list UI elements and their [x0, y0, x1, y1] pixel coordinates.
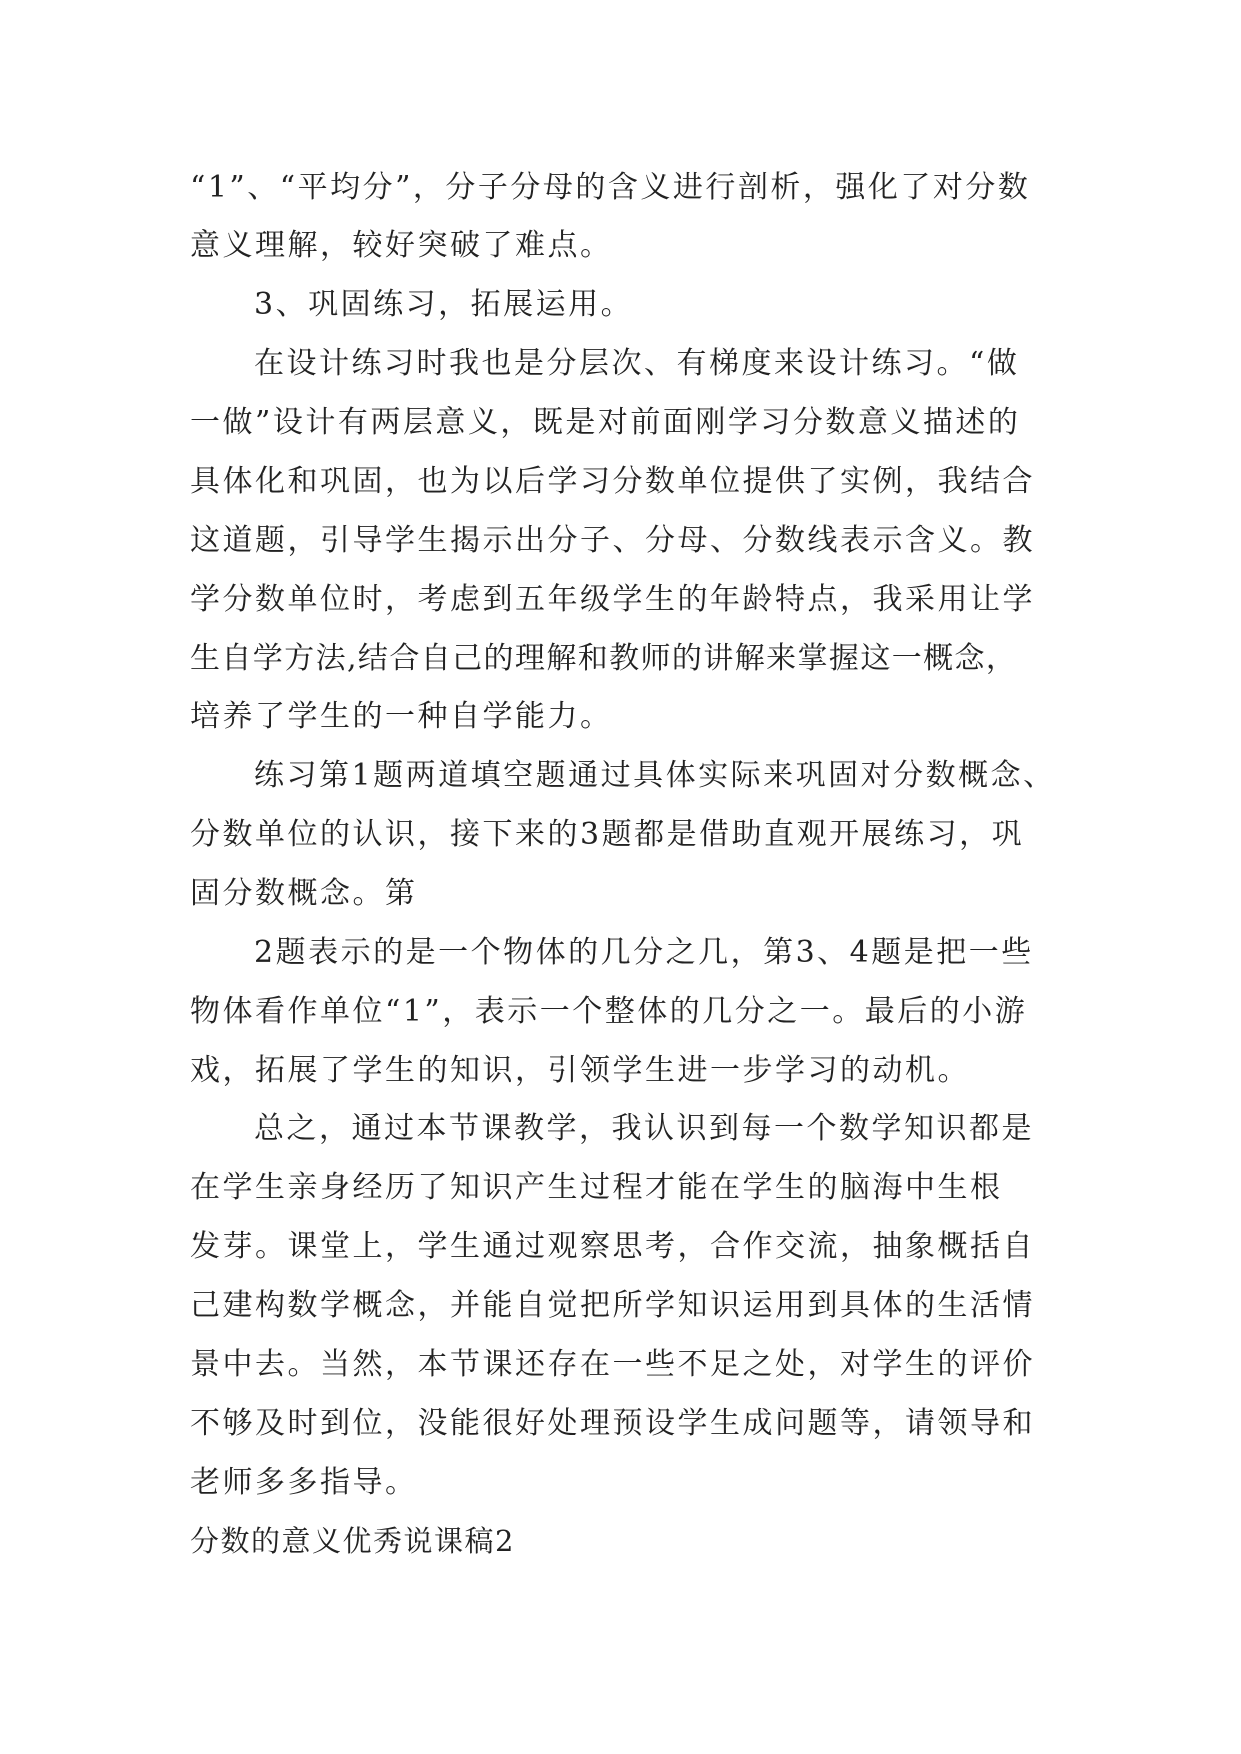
text-line: 生自学方法,结合自己的理解和教师的讲解来掌握这一概念， — [190, 641, 1018, 676]
text-line: 培养了学生的一种自学能力。 — [190, 699, 613, 734]
text-line: “1”、“平均分”，分子分母的含义进行剖析，强化了对分数 — [190, 170, 1031, 205]
text-line: 发芽。课堂上，学生通过观察思考，合作交流，抽象概括自 — [190, 1229, 1035, 1264]
text-line: 这道题，引导学生揭示出分子、分母、分数线表示含义。教 — [190, 523, 1035, 558]
section-heading: 分数的意义优秀说课稿2 — [190, 1524, 515, 1558]
text-line: 练习第1题两道填空题通过具体实际来巩固对分数概念、 — [254, 758, 1056, 793]
text-line: 总之，通过本节课教学，我认识到每一个数学知识都是 — [254, 1111, 1034, 1146]
text-line: 意义理解，较好突破了难点。 — [190, 228, 613, 263]
text-line: 分数单位的认识，接下来的3题都是借助直观开展练习，巩 — [190, 817, 1025, 852]
text-line: 3、巩固练习，拓展运用。 — [254, 287, 634, 322]
text-line: 景中去。当然，本节课还存在一些不足之处，对学生的评价 — [190, 1347, 1035, 1382]
text-line: 物体看作单位“1”，表示一个整体的几分之一。最后的小游 — [190, 994, 1028, 1029]
text-line: 在设计练习时我也是分层次、有梯度来设计练习。“做 — [254, 346, 1020, 381]
text-line: 己建构数学概念，并能自觉把所学知识运用到具体的生活情 — [190, 1288, 1035, 1323]
text-line: 2题表示的是一个物体的几分之几，第3、4题是把一些 — [254, 935, 1034, 970]
text-line: 戏，拓展了学生的知识，引领学生进一步学习的动机。 — [190, 1053, 970, 1088]
text-line: 老师多多指导。 — [190, 1465, 418, 1500]
text-line: 在学生亲身经历了知识产生过程才能在学生的脑海中生根 — [190, 1170, 1003, 1205]
text-line: 学分数单位时，考虑到五年级学生的年龄特点，我采用让学 — [190, 582, 1035, 617]
text-line: 不够及时到位，没能很好处理预设学生成问题等，请领导和 — [190, 1406, 1035, 1441]
text-line: 一做”设计有两层意义，既是对前面刚学习分数意义描述的 — [190, 405, 1021, 440]
text-line: 固分数概念。第 — [190, 876, 418, 911]
text-line: 具体化和巩固，也为以后学习分数单位提供了实例，我结合 — [190, 464, 1035, 499]
